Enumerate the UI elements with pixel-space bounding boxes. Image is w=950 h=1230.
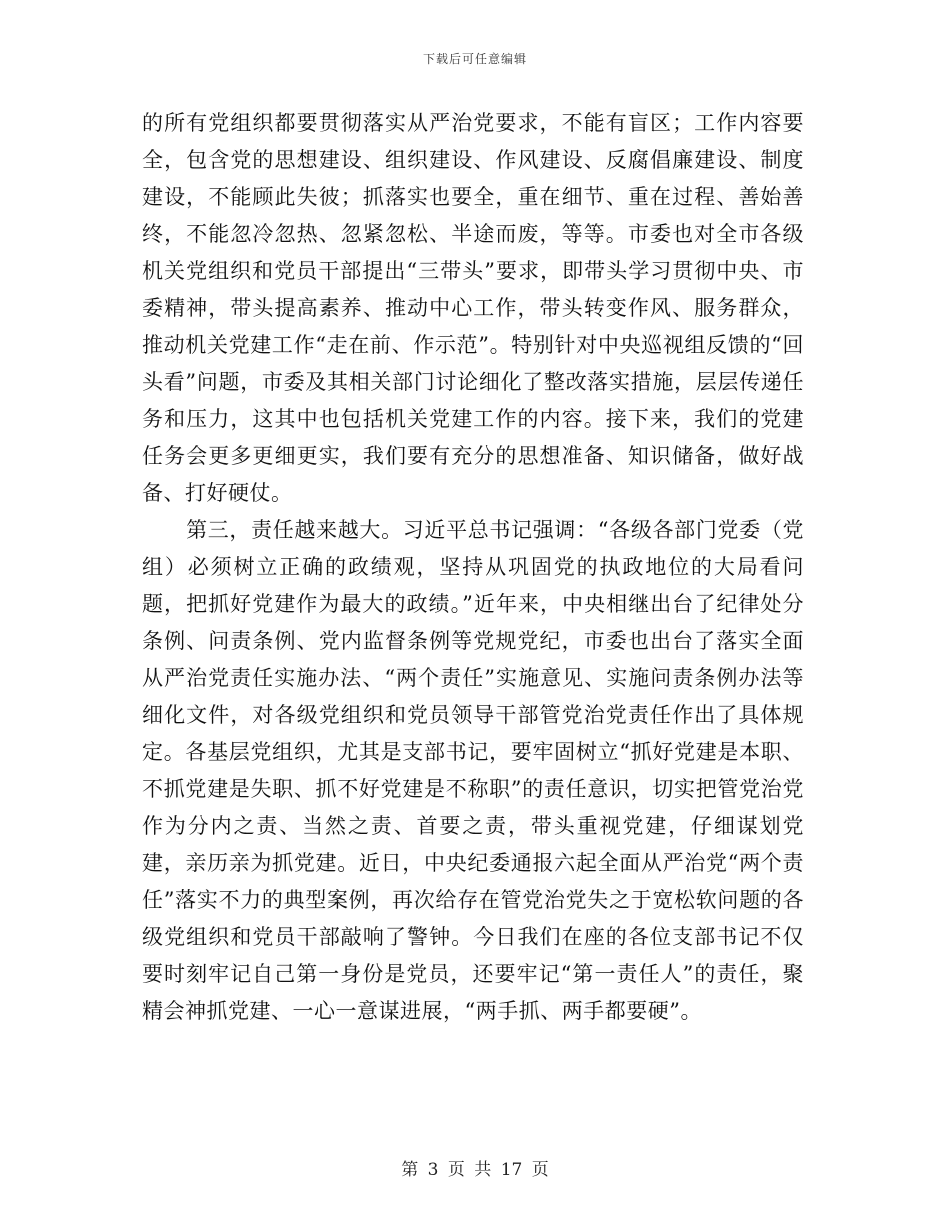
- paragraph-continuation: 的所有党组织都要贯彻落实从严治党要求，不能有盲区；工作内容要全，包含党的思想建设、组织建设、作风建设、反腐倡廉建设、制度建设，不能顾此失彼；抓落实也要全，重在细节、重在过程、善始善终，不能忽冷忽热、忽紧忽松、半途而废，等等。市委也对全市各级机关党组织和党员干部提出“三带头”要求，即带头学习贯彻中央、市委精神，带头提高素养、推动中心工作，带头转变作风、服务群众，推动机关党建工作“走在前、作示范”。特别针对中央巡视组反馈的“回头看”问题，市委及其相关部门讨论细化了整改落实措施，层层传递任务和压力，这其中也包括机关党建工作的内容。接下来，我们的党建任务会更多更细更实，我们要有充分的思想准备、知识储备，做好战备、打好硬仗。: [142, 111, 804, 505]
- page-number: 第 3 页 共 17 页: [401, 1160, 549, 1180]
- document-body: [142, 105, 804, 1030]
- page-header-note: 下载后可任意编辑: [422, 52, 527, 66]
- paragraph-responsibility: 第三，责任越来越大。习近平总书记强调：“各级各部门党委（党组）必须树立正确的政绩观，坚持从巩固党的执政地位的大局看问题，把抓好党建作为最大的政绩。”近年来，中央相继出台了纪律处分条例、问责条例、党内监督条例等党规党纪，市委也出台了落实全面从严治党责任实施办法、“两个责任”实施意见、实施问责条例办法等细化文件，对各级党组织和党员领导干部管党治党责任作出了具体规定。各基层党组织，尤其是支部书记，要牢固树立“抓好党建是本职、不抓党建是失职、抓不好党建是不称职”的责任意识，切实把管党治党作为分内之责、当然之责、首要之责，带头重视党建，仔细谋划党建，亲历亲为抓党建。近日，中央纪委通报六起全面从严治党“两个责任”落实不力的典型案例，再次给存在管党治党失之于宽松软问题的各级党组织和党员干部敲响了警钟。今日我们在座的各位支部书记不仅要时刻牢记自己第一身份是党员，还要牢记“第一责任人”的责任，聚精会神抓党建、一心一意谋进展，“两手抓、两手都要硬”。: [142, 518, 804, 1023]
